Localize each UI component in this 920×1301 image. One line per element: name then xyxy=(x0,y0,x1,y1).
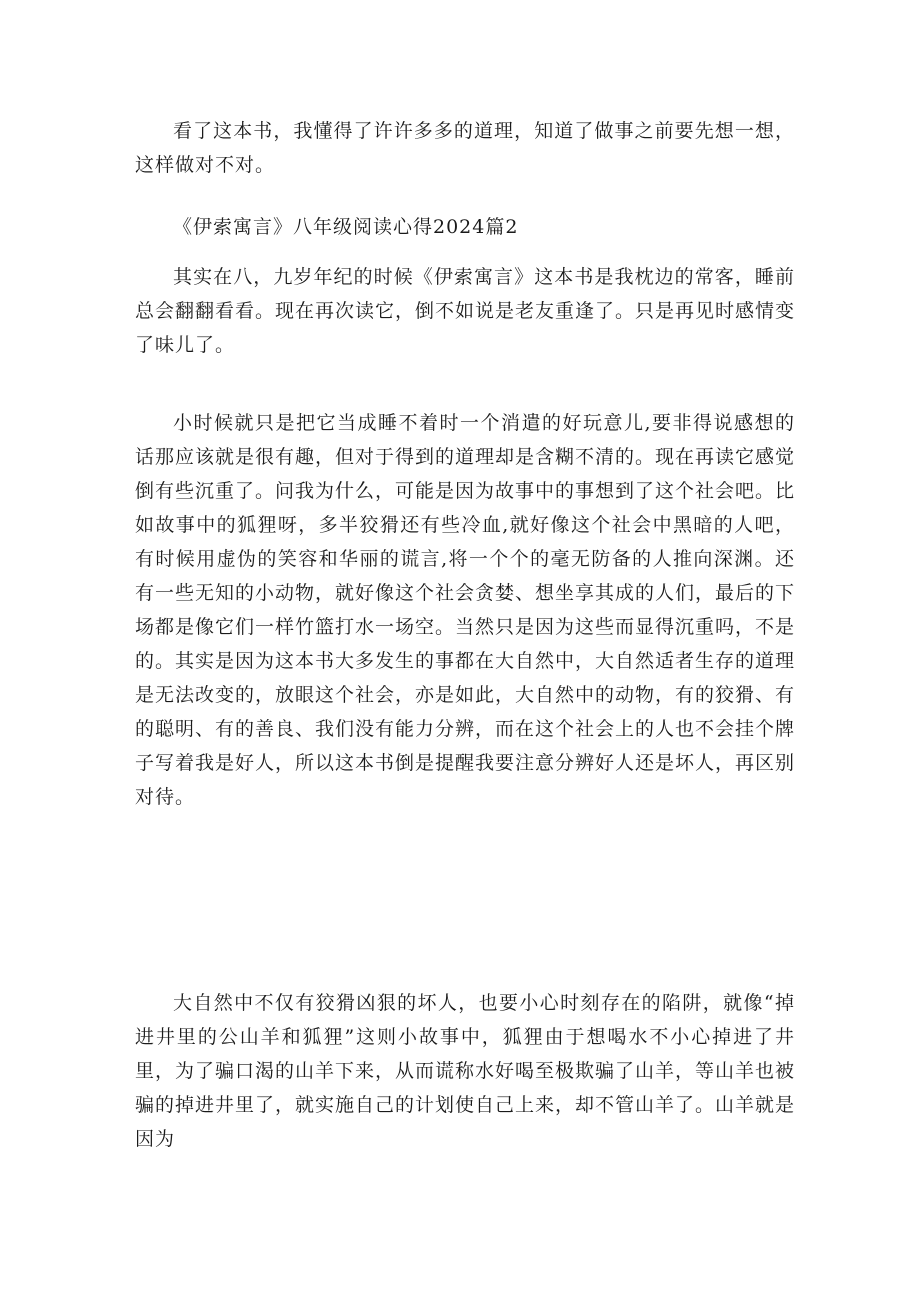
paragraph-2-container xyxy=(135,260,795,362)
paragraph-4-container xyxy=(135,986,795,1156)
paragraph-3: 小时候就只是把它当成睡不着时一个消遣的好玩意儿,要非得说感想的话那应该就是很有趣，但对于得到的道理却是含糊不清的。现在再读它感觉倒有些沉重了。问我为什么，可能是因为故事中的事想到了这个社会吧。比如故事中的狐狸呀，多半狡猾还有些冷血,就好像这个社会中黑暗的人吧，有时候用虚伪的笑容和华丽的谎言,将一个个的毫无防备的人推向深渊。还有一些无知的小动物，就好像这个社会贪婪、想坐享其成的人们，最后的下场都是像它们一样竹篮打水一场空。当然只是因为这些而显得沉重吗，不是的。其实是因为这本书大多发生的事都在大自然中，大自然适者生存的道理是无法改变的，放眼这个社会，亦是如此，大自然中的动物，有的狡猾、有的聪明、有的善良、我们没有能力分辨，而在这个社会上的人也不会挂个牌子写着我是好人，所以这本书倒是提醒我要注意分辨好人还是坏人，再区别对待。 xyxy=(135,412,796,808)
paragraph-4: 大自然中不仅有狡猾凶狠的坏人，也要小心时刻存在的陷阱，就像“掉进井里的公山羊和狐狸”这则小故事中，狐狸由于想喝水不小心掉进了井里，为了骗口渴的山羊下来，从而谎称水好喝至极欺骗了山羊，等山羊也被骗的掉进井里了，就实施自己的计划使自己上来，却不管山羊了。山羊就是因为 xyxy=(135,992,796,1150)
paragraph-2: 其实在八，九岁年纪的时候《伊索寓言》这本书是我枕边的常客，睡前总会翻翻看看。现在再次读它，倒不如说是老友重逢了。只是再见时感情变了味儿了。 xyxy=(135,266,796,356)
section-heading: 《伊索寓言》八年级阅读心得2024篇2 xyxy=(173,216,519,238)
paragraph-1: 看了这本书，我懂得了许许多多的道理，知道了做事之前要先想一想，这样做对不对。 xyxy=(135,120,795,176)
paragraph-3-container xyxy=(135,406,795,814)
paragraph-1-container xyxy=(135,114,795,182)
